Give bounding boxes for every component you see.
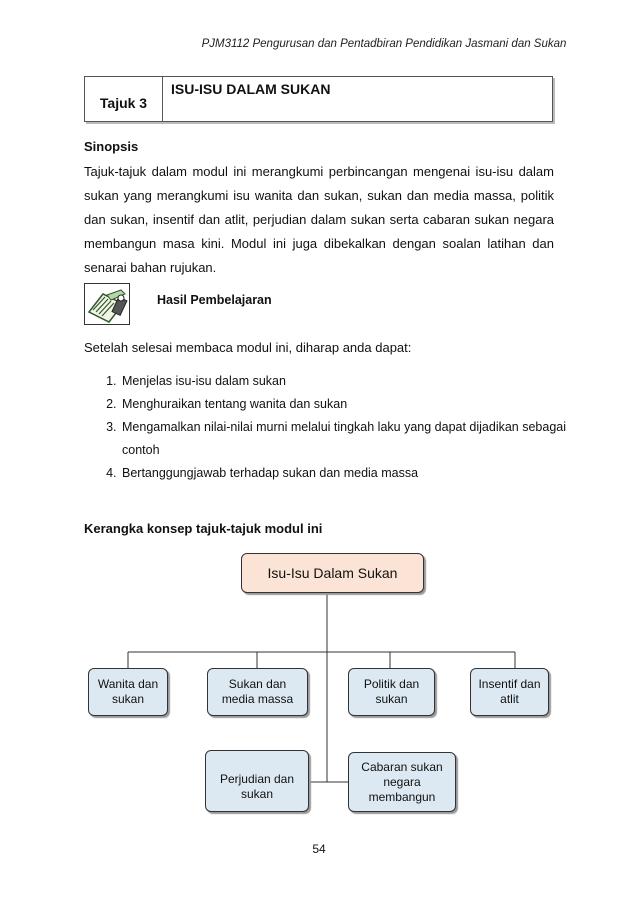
- concept-root: Isu-Isu Dalam Sukan: [241, 553, 424, 593]
- topic-title: ISU-ISU DALAM SUKAN: [171, 81, 331, 97]
- concept-node: Cabaran sukan negara membangun: [348, 752, 456, 812]
- running-header: PJM3112 Pengurusan dan Pentadbiran Pendidikan Jasmani dan Sukan: [201, 38, 567, 50]
- list-item: 1. Menjelas isu-isu dalam sukan: [120, 370, 570, 393]
- outcomes-intro: Setelah selesai membaca modul ini, diharap anda dapat:: [84, 340, 412, 355]
- list-item: 3. Mengamalkan nilai-nilai murni melalui tingkah laku yang dapat dijadikan sebagai contoh: [120, 416, 570, 462]
- synopsis-heading: Sinopsis: [84, 139, 139, 154]
- page-number: 54: [312, 842, 326, 856]
- list-item: 2. Menghuraikan tentang wanita dan sukan: [120, 393, 570, 416]
- concept-node: Insentif dan atlit: [470, 668, 549, 716]
- concept-node: Politik dan sukan: [348, 668, 435, 716]
- concept-map-heading: Kerangka konsep tajuk-tajuk modul ini: [84, 521, 323, 536]
- learning-outcomes-heading: Hasil Pembelajaran: [157, 293, 272, 307]
- concept-node: Sukan dan media massa: [207, 668, 308, 716]
- concept-node: Wanita dan sukan: [88, 668, 168, 716]
- concept-node: Perjudian dan sukan: [205, 750, 309, 812]
- topic-number: Tajuk 3: [85, 77, 163, 121]
- list-item: 4. Bertanggungjawab terhadap sukan dan media massa: [120, 462, 570, 485]
- synopsis-text: Tajuk-tajuk dalam modul ini merangkumi perbincangan mengenai isu-isu dalam sukan yang merangkumi isu wanita dan sukan, sukan dan media massa, politik dan sukan, insentif dan atlit, perjudian dalam sukan serta cabaran sukan negara membangun masa kini. Modul ini juga dibekalkan dengan soalan latihan dan senarai bahan rujukan.: [84, 164, 554, 275]
